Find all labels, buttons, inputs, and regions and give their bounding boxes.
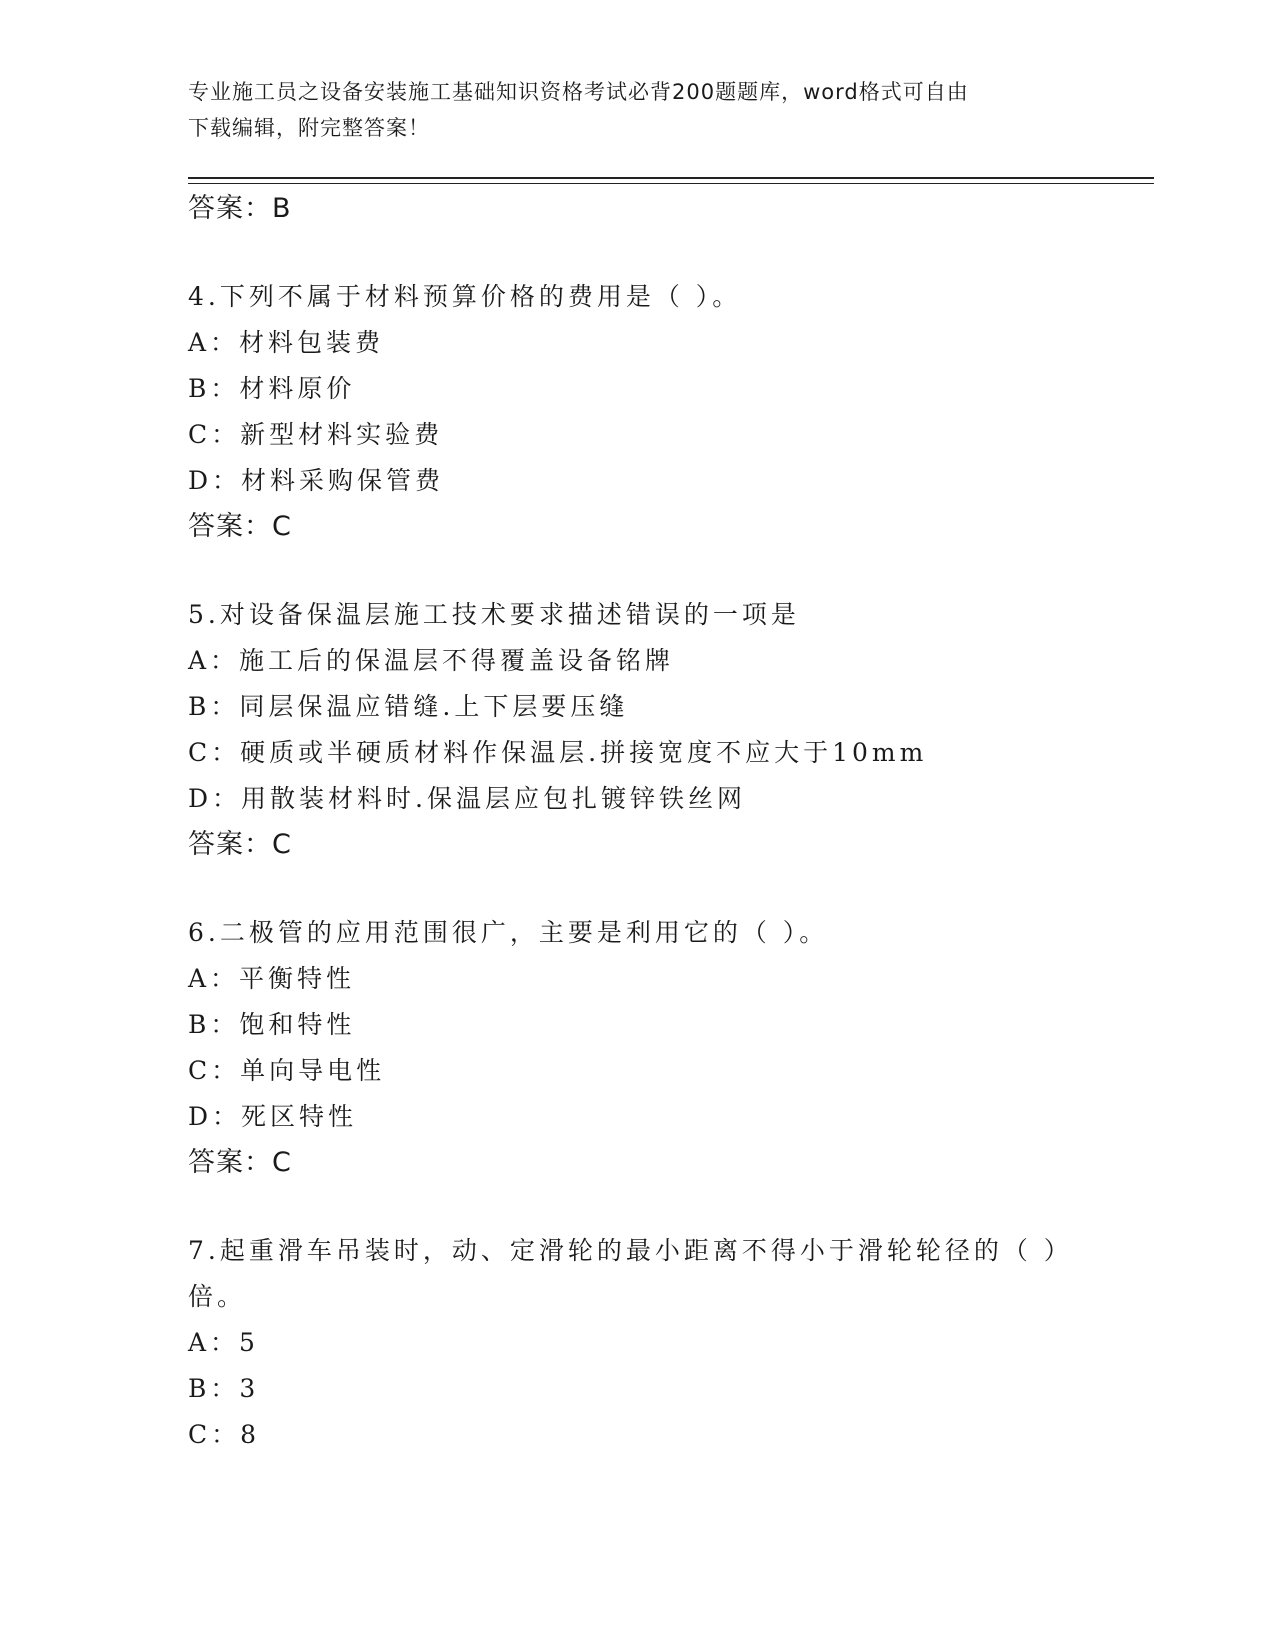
option-c: C：硬质或半硬质材料作保温层.拼接宽度不应大于10mm (188, 738, 928, 767)
header-title-line1: 专业施工员之设备安装施工基础知识资格考试必背200题题库，word格式可自由 (188, 80, 969, 104)
option-d: D：材料采购保管费 (188, 466, 445, 495)
question-stem: 4.下列不属于材料预算价格的费用是（ ）。 (188, 282, 742, 311)
option-a: A：5 (188, 1328, 259, 1357)
option-a: A：施工后的保温层不得覆盖设备铭牌 (188, 646, 675, 675)
question-6 (188, 910, 1154, 1186)
option-c: C：8 (188, 1420, 261, 1449)
option-a: A：平衡特性 (188, 964, 356, 993)
option-b: B：材料原价 (188, 374, 356, 403)
option-b: B：同层保温应错缝.上下层要压缝 (188, 692, 629, 721)
question-stem-line1: 7.起重滑车吊装时，动、定滑轮的最小距离不得小于滑轮轮径的（ ） (188, 1236, 1073, 1265)
question-stem: 6.二极管的应用范围很广，主要是利用它的（ ）。 (188, 918, 829, 947)
answer: 答案：C (188, 1147, 292, 1178)
spacer (188, 868, 1154, 910)
option-b: B：饱和特性 (188, 1010, 356, 1039)
answer: 答案：C (188, 829, 292, 860)
question-5 (188, 592, 1154, 868)
header-rule-thick (188, 177, 1154, 179)
header-title-line2: 下载编辑，附完整答案！ (188, 116, 430, 140)
option-d: D：用散装材料时.保温层应包扎镀锌铁丝网 (188, 784, 746, 813)
option-a: A：材料包装费 (188, 328, 385, 357)
option-d: D：死区特性 (188, 1102, 358, 1131)
spacer (188, 1186, 1154, 1228)
question-4 (188, 274, 1154, 550)
question-list (188, 186, 1154, 1458)
document-header (188, 74, 1088, 146)
question-7 (188, 1228, 1154, 1458)
spacer (188, 550, 1154, 592)
option-b: B：3 (188, 1374, 260, 1403)
question-stem: 5.对设备保温层施工技术要求描述错误的一项是 (188, 600, 800, 629)
header-rule-thin (188, 183, 1154, 184)
question-stem-line2: 倍。 (188, 1282, 247, 1311)
option-c: C：单向导电性 (188, 1056, 386, 1085)
answer: 答案：C (188, 511, 292, 542)
option-c: C：新型材料实验费 (188, 420, 444, 449)
spacer (188, 232, 1154, 274)
answer-q3: 答案：B (188, 193, 292, 224)
